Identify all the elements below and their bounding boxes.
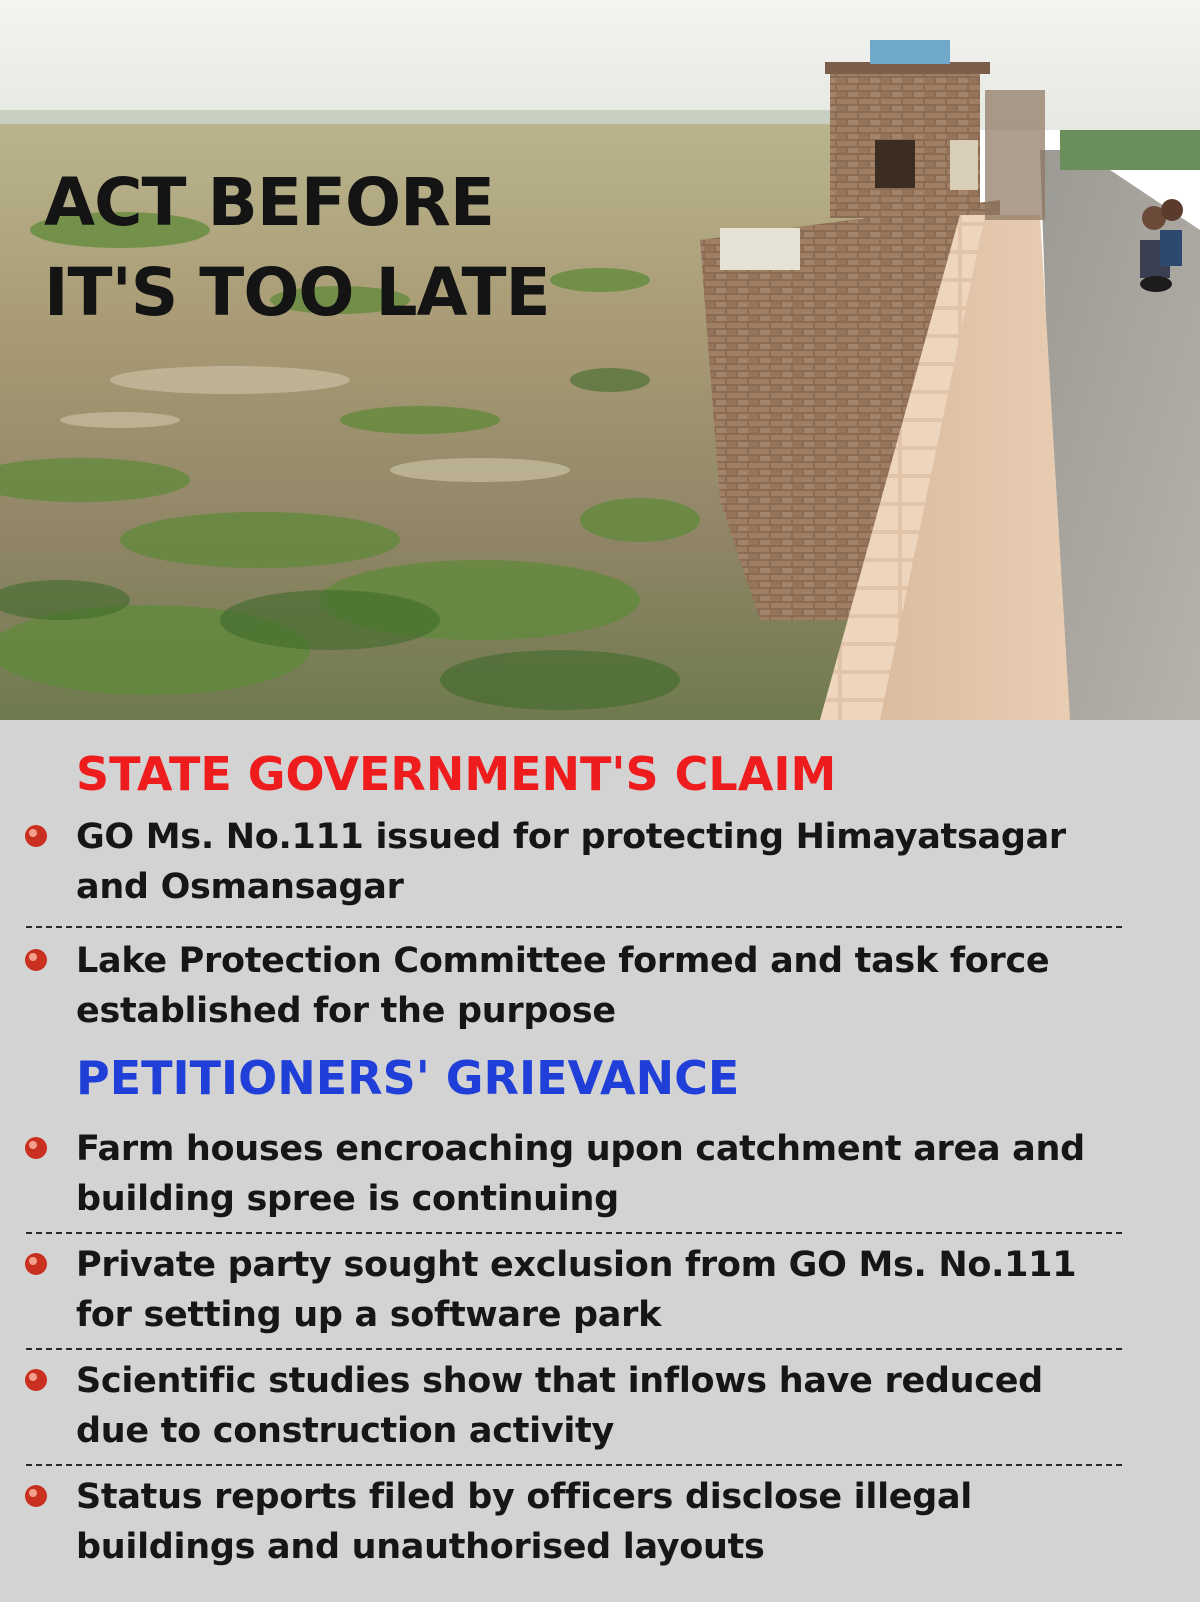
bullet-icon (24, 1368, 48, 1392)
info-panel (0, 720, 1200, 1602)
bullet-icon (24, 824, 48, 848)
dry-lake-bed-photo (0, 0, 1200, 720)
claim-item-text: Lake Protection Committee formed and task force established for the purpose (76, 941, 1050, 1031)
bullet-icon (24, 1484, 48, 1508)
bullet-icon (24, 948, 48, 972)
grievance-item-text: Private party sought exclusion from GO Ms. No.111 for setting up a software park (76, 1245, 1077, 1335)
grievance-section-title: PETITIONERS' GRIEVANCE (76, 1051, 740, 1105)
headline (44, 158, 550, 338)
bullet-icon (24, 1252, 48, 1276)
claim-section-title: STATE GOVERNMENT'S CLAIM (76, 747, 837, 801)
headline-line-2: IT'S TOO LATE (44, 254, 550, 331)
photo-illustration (0, 0, 1200, 720)
item-divider (26, 926, 1122, 928)
grievance-item-text: Farm houses encroaching upon catchment area and building spree is continuing (76, 1129, 1085, 1219)
item-divider (26, 1464, 1122, 1466)
item-divider (26, 1232, 1122, 1234)
headline-line-1: ACT BEFORE (44, 164, 495, 241)
item-divider (26, 1348, 1122, 1350)
bullet-icon (24, 1136, 48, 1160)
grievance-item-text: Status reports filed by officers disclose illegal buildings and unauthorised layouts (76, 1477, 972, 1567)
grievance-item-text: Scientific studies show that inflows have reduced due to construction activity (76, 1361, 1043, 1451)
claim-item-text: GO Ms. No.111 issued for protecting Himayatsagar and Osmansagar (76, 817, 1066, 907)
